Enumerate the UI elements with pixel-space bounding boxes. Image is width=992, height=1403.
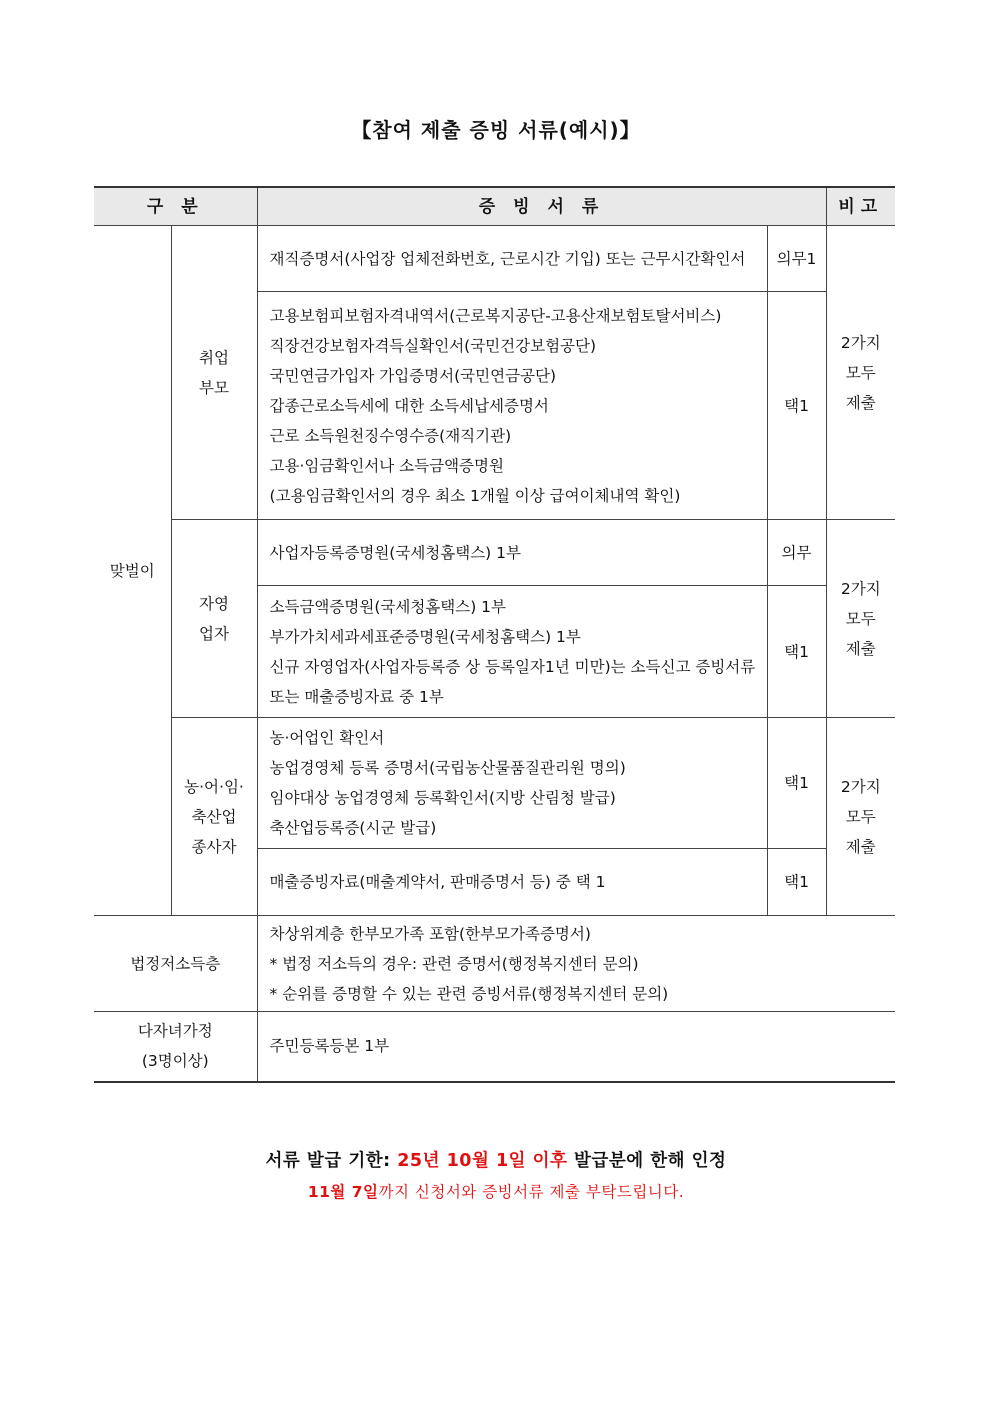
note-line: 2가지	[840, 579, 881, 598]
low-income-docs	[257, 916, 895, 1012]
self-employed-mandatory-req: 의무	[767, 520, 826, 586]
doc-item: 고용·임금확인서나 소득금액증명원	[269, 456, 504, 475]
doc-item: 사업자등록증명원(국세청홈택스) 1부	[269, 543, 521, 562]
employed-mandatory-docs	[257, 226, 767, 292]
doc-item: 농·어업인 확인서	[269, 729, 385, 747]
doc-item: 주민등록등본 1부	[269, 1037, 390, 1056]
employed-choice-req: 택1	[767, 292, 826, 520]
multi-child-label-line: 다자녀가정	[137, 1022, 213, 1041]
self-employed-choice-req: 택1	[767, 586, 826, 718]
doc-item: 차상위계층 한부모가족 포함(한부모가족증명서)	[269, 924, 591, 943]
farm-choice2-req: 택1	[767, 849, 826, 916]
farm-choice1-req: 택1	[767, 718, 826, 849]
employed-label	[171, 226, 257, 520]
multi-child-docs	[257, 1012, 895, 1082]
farm-choice1-docs	[257, 718, 767, 849]
self-employed-mandatory-docs	[257, 520, 767, 586]
doc-item: 소득금액증명원(국세청홈택스) 1부	[269, 597, 507, 616]
doc-item: (고용임금확인서의 경우 최소 1개월 이상 급여이체내역 확인)	[269, 486, 681, 505]
doc-item: 고용보험피보험자격내역서(근로복지공단-고용산재보험토탈서비스)	[269, 306, 722, 325]
header-note: 비고	[826, 187, 895, 226]
submission-notice	[0, 1180, 992, 1202]
note-line: 2가지	[840, 777, 881, 796]
note-line: 제출	[845, 393, 876, 412]
self-employed-choice-docs	[257, 586, 767, 718]
issue-deadline-notice	[0, 1147, 992, 1172]
doc-item: 농업경영체 등록 증명서(국립농산물품질관리원 명의)	[269, 759, 626, 777]
self-employed-label-line: 업자	[199, 624, 229, 643]
self-employed-label-line: 자영	[199, 594, 229, 613]
doc-item: * 순위를 증명할 수 있는 관련 증빙서류(행정복지센터 문의)	[269, 984, 669, 1003]
table-row	[94, 226, 895, 292]
farm-label-line: 농·어·임·	[184, 777, 244, 796]
employed-mandatory-req: 의무1	[767, 226, 826, 292]
doc-item: 매출증빙자료(매출계약서, 판매증명서 등) 중 택 1	[269, 873, 606, 891]
note-line: 모두	[845, 609, 876, 628]
low-income-label: 법정저소득층	[94, 916, 257, 1012]
submission-date: 11월 7일	[307, 1183, 379, 1201]
doc-item: 직장건강보험자격득실확인서(국민건강보험공단)	[269, 336, 597, 355]
deadline-highlight: 25년 10월 1일 이후	[397, 1151, 568, 1171]
submission-text: 까지 신청서와 증빙서류 제출 부탁드립니다.	[378, 1183, 685, 1201]
dual-income-label: 맞벌이	[94, 226, 171, 916]
doc-item: 부가가치세과세표준증명원(국세청홈택스) 1부	[269, 627, 581, 646]
self-employed-note	[826, 520, 895, 718]
farm-label-line: 축산업	[191, 807, 237, 826]
self-employed-label	[171, 520, 257, 718]
multi-child-label	[94, 1012, 257, 1082]
doc-item: 신규 자영업자(사업자등록증 상 등록일자1년 미만)는 소득신고 증빙서류	[269, 657, 756, 676]
farm-note	[826, 718, 895, 916]
doc-item: 또는 매출증빙자료 중 1부	[269, 687, 444, 706]
header-documents: 증 빙 서 류	[257, 187, 826, 226]
doc-item: * 법정 저소득의 경우: 관련 증명서(행정복지센터 문의)	[269, 954, 639, 973]
note-line: 제출	[845, 639, 876, 658]
employed-label-line: 취업	[199, 348, 229, 367]
deadline-prefix: 서류 발급 기한:	[265, 1151, 398, 1171]
doc-item: 축산업등록증(시군 발급)	[269, 819, 437, 837]
deadline-suffix: 발급분에 한해 인정	[567, 1151, 727, 1171]
doc-item: 갑종근로소득세에 대한 소득세납세증명서	[269, 396, 549, 415]
doc-item: 근로 소득원천징수영수증(재직기관)	[269, 426, 512, 445]
employed-choice-docs	[257, 292, 767, 520]
note-line: 모두	[845, 363, 876, 382]
table-row	[94, 520, 895, 586]
note-line: 모두	[845, 807, 876, 826]
table-row	[94, 1012, 895, 1082]
documents-table	[94, 186, 895, 1083]
doc-item: 재직증명서(사업장 업체전화번호, 근로시간 기입) 또는 근무시간확인서	[269, 249, 746, 268]
page-title: 【참여 제출 증빙 서류(예시)】	[351, 118, 641, 142]
employed-note	[826, 226, 895, 520]
note-line: 2가지	[840, 333, 881, 352]
doc-item: 국민연금가입자 가입증명서(국민연금공단)	[269, 366, 557, 385]
employed-label-line: 부모	[199, 378, 229, 397]
table-row	[94, 718, 895, 849]
multi-child-label-line: (3명이상)	[141, 1052, 209, 1071]
table-header-row	[94, 187, 895, 226]
note-line: 제출	[845, 837, 876, 856]
header-category: 구 분	[94, 187, 257, 226]
farm-label	[171, 718, 257, 916]
farm-choice2-docs	[257, 849, 767, 916]
table-row	[94, 916, 895, 1012]
doc-item: 임야대상 농업경영체 등록확인서(지방 산림청 발급)	[269, 789, 616, 807]
farm-label-line: 종사자	[191, 837, 237, 856]
